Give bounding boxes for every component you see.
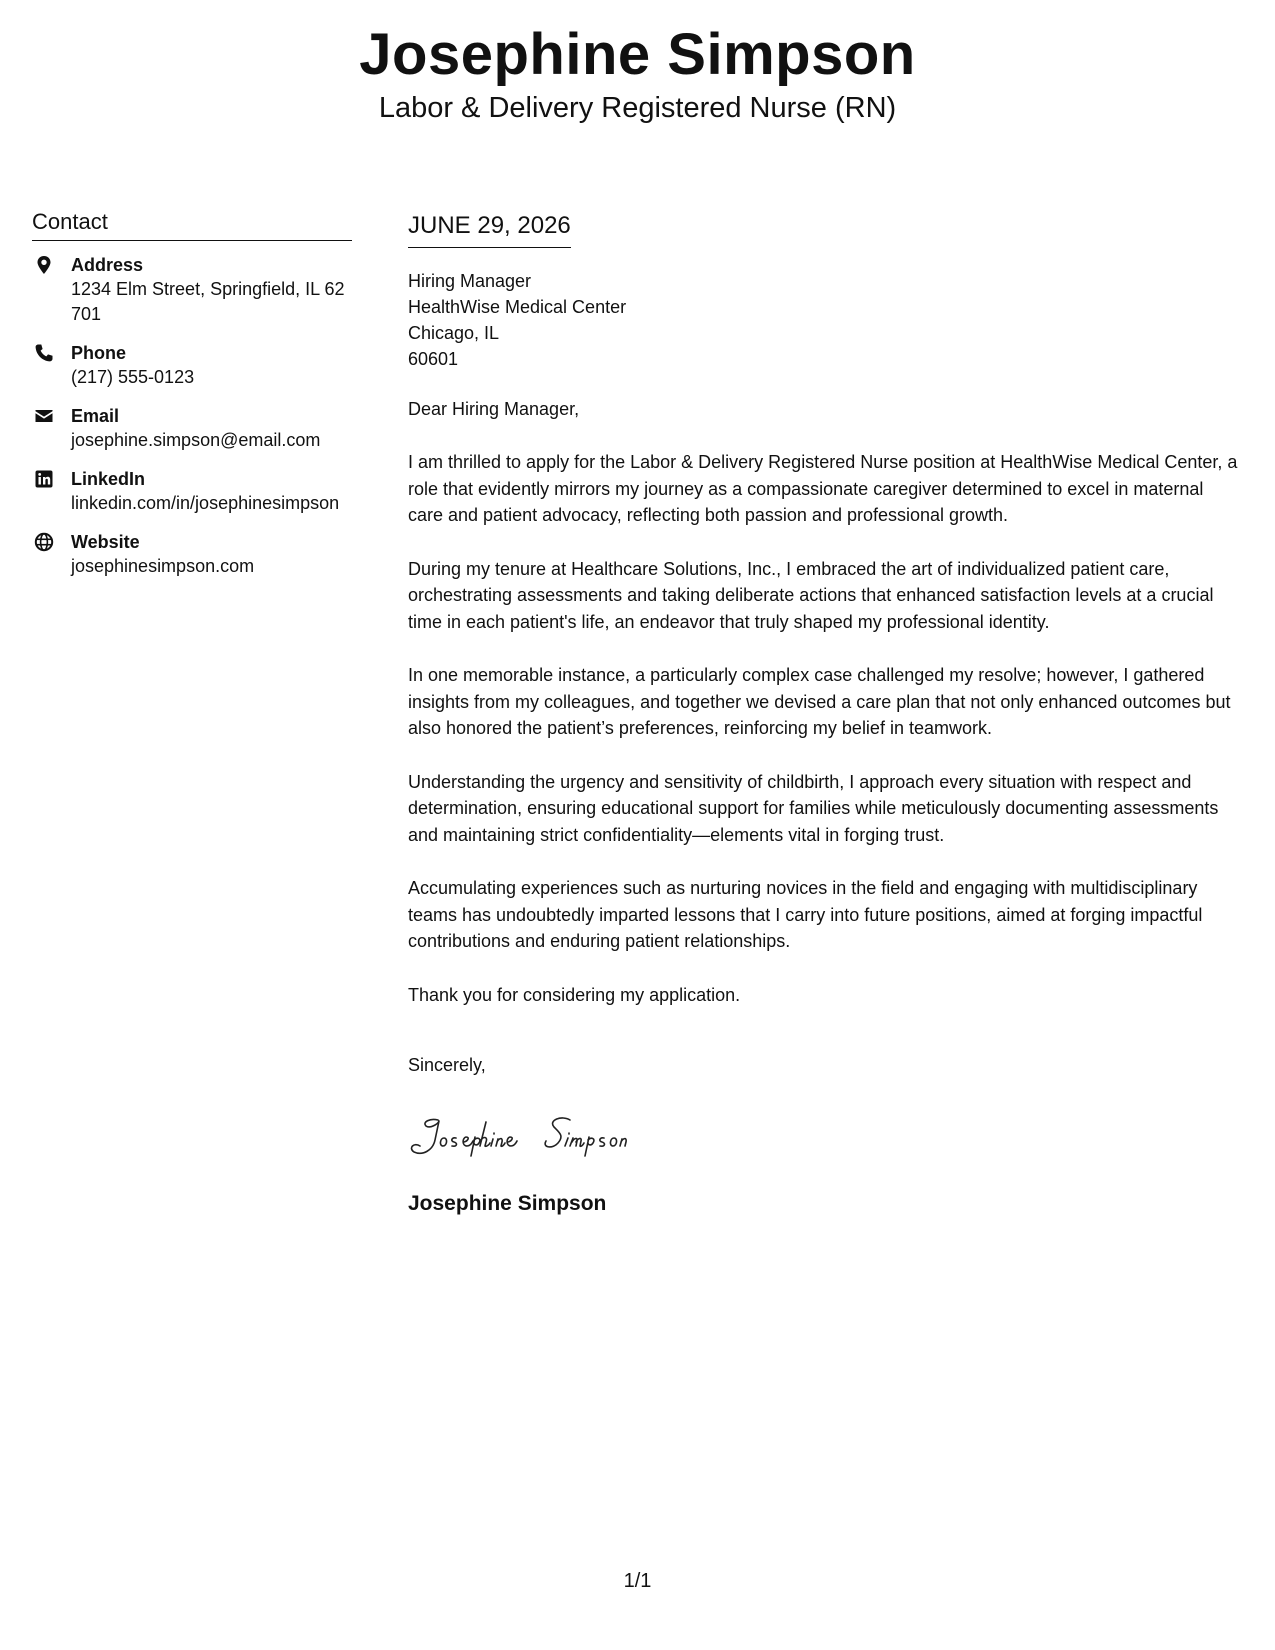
contact-item-address <box>32 253 352 327</box>
letter-body <box>408 211 1243 1218</box>
contact-label: Phone <box>71 343 127 363</box>
contact-heading: Contact <box>32 208 352 241</box>
phone-icon <box>34 343 54 363</box>
page-number: 1/1 <box>623 1570 652 1592</box>
contact-list <box>32 253 352 579</box>
date-block <box>408 211 571 248</box>
closing: Sincerely, <box>408 1055 486 1075</box>
map-pin-icon <box>34 255 54 275</box>
globe-icon <box>34 532 54 552</box>
contact-label: Address <box>71 255 144 275</box>
recipient-block <box>408 268 1243 372</box>
recipient-line: Hiring Manager <box>408 271 532 291</box>
website-value[interactable]: josephinesimpson.com <box>71 556 255 576</box>
phone-value: (217) 555-0123 <box>71 367 195 387</box>
envelope-icon <box>34 406 54 426</box>
body-paragraph: Accumulating experiences such as nurturing novices in the field and engaging with multidisciplinary teams has undoubtedly imparted lessons that I carry into future positions, aimed at forging impactful contributions and enduring patient relationships. <box>408 878 1203 951</box>
contact-sidebar <box>32 208 352 593</box>
contact-item-email <box>32 404 352 453</box>
body-paragraph: I am thrilled to apply for the Labor & Delivery Registered Nurse position at HealthWise Medical Center, a role that evidently mirrors my journey as a compassionate caregiver determined to excel in maternal care and patient advocacy, reflecting both passion and professional growth. <box>408 452 1238 525</box>
linkedin-value[interactable]: linkedin.com/in/josephinesimpson <box>71 493 340 513</box>
address-value: 1234 Elm Street, Springfield, IL 62701 <box>71 279 345 324</box>
linkedin-icon <box>34 469 54 489</box>
body-paragraph: Understanding the urgency and sensitivity of childbirth, I approach every situation with respect and determination, ensuring educational support for families while meticulously documenting assessments and maintaining strict confidentiality—elements vital in forging trust. <box>408 771 1219 845</box>
signature-image <box>408 1112 668 1160</box>
contact-label: LinkedIn <box>71 469 146 489</box>
contact-label: Email <box>71 406 120 426</box>
recipient-line: 60601 <box>408 349 459 369</box>
body-paragraph: During my tenure at Healthcare Solutions, Inc., I embraced the art of individualized patient care, orchestrating assessments and taking deliberate actions that enhanced satisfaction levels at a crucial time in each patient's life, an endeavor that truly shaped my professional identity. <box>408 558 1214 632</box>
contact-label: Website <box>71 532 140 552</box>
job-title: Labor & Delivery Registered Nurse (RN) <box>378 92 897 124</box>
body-paragraph: Thank you for considering my application. <box>408 984 741 1005</box>
applicant-name: Josephine Simpson <box>359 22 916 87</box>
body-paragraph: In one memorable instance, a particularly complex case challenged my resolve; however, I gathered insights from my colleagues, and together we devised a care plan that not only enhanced outcomes but also honored the patient’s preferences, reinforcing my belief in teamwork. <box>408 665 1231 738</box>
letter-date: JUNE 29, 2026 <box>408 212 571 239</box>
recipient-line: Chicago, IL <box>408 323 500 343</box>
letter-header <box>0 22 1275 126</box>
contact-item-linkedin <box>32 467 352 516</box>
signer-name: Josephine Simpson <box>408 1192 607 1215</box>
salutation: Dear Hiring Manager, <box>408 399 580 419</box>
recipient-line: HealthWise Medical Center <box>408 297 627 317</box>
contact-item-phone <box>32 341 352 390</box>
email-value[interactable]: josephine.simpson@email.com <box>71 430 321 450</box>
contact-item-website <box>32 530 352 579</box>
